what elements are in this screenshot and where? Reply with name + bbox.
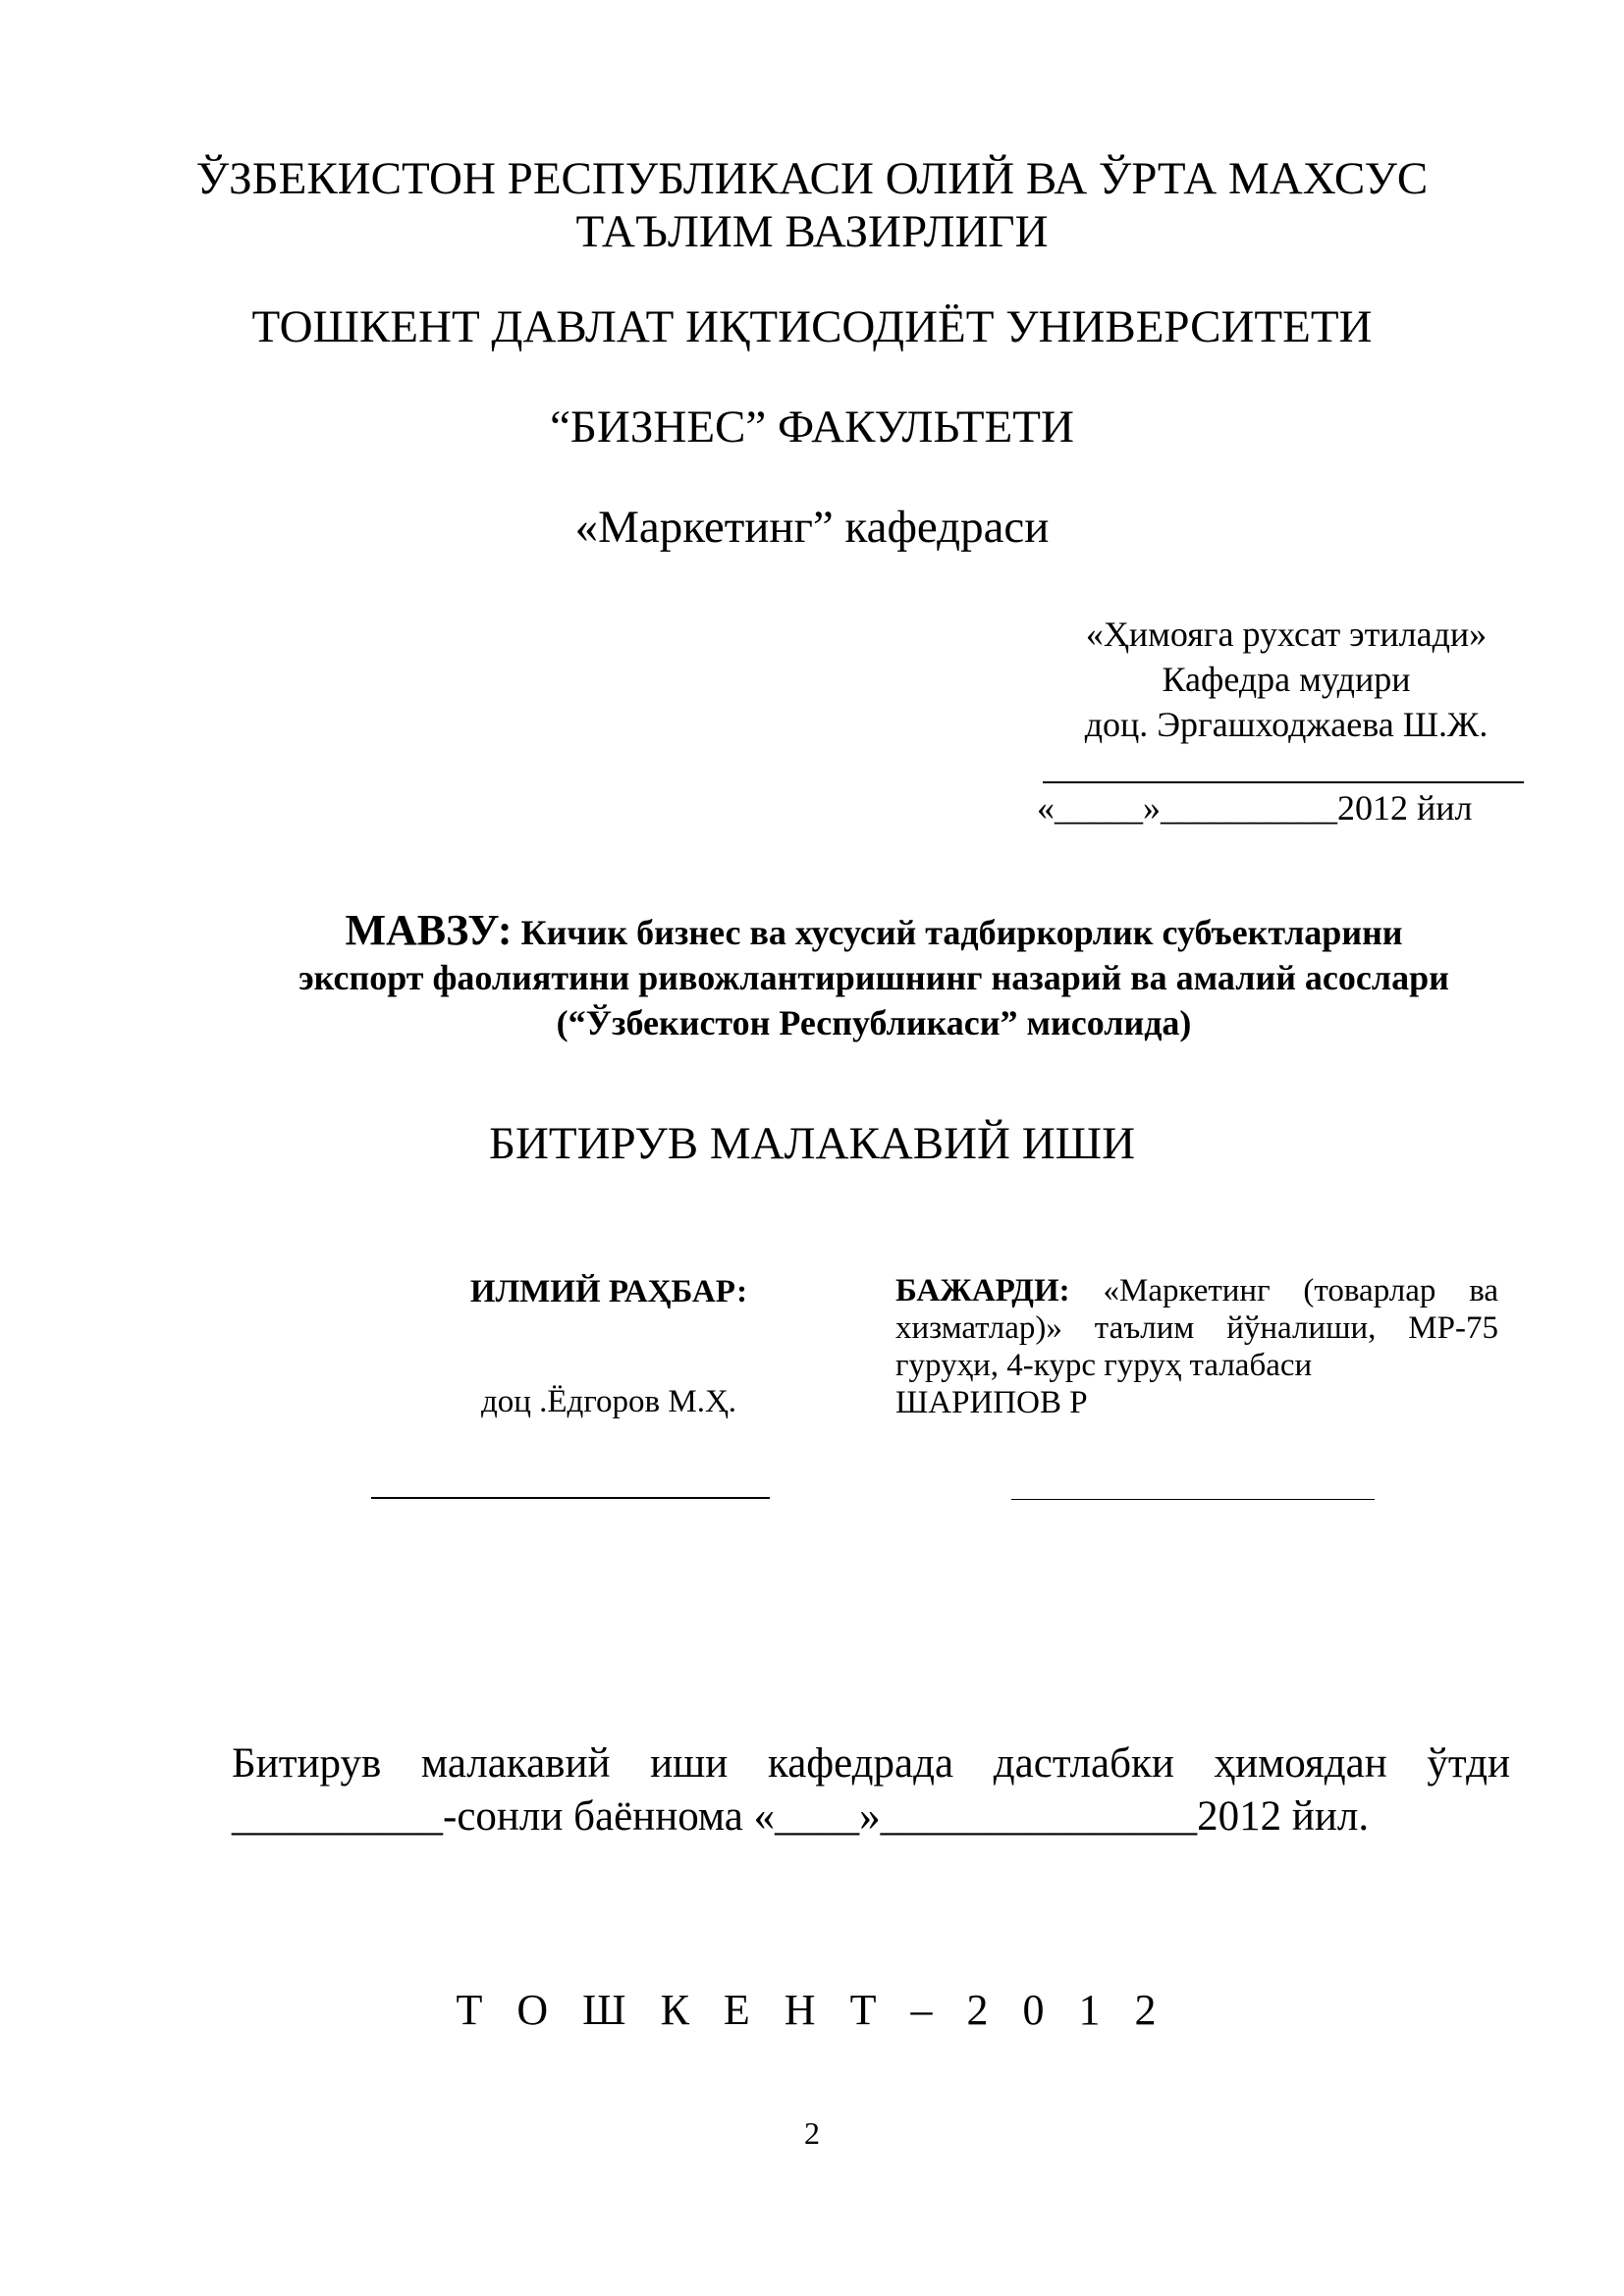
defense-line-2: __________-сонли баённома «____»_______________2012 йил. xyxy=(232,1793,1370,1840)
approval-name: доц. Эргашходжаева Ш.Ж. xyxy=(1084,705,1489,744)
preliminary-defense-note xyxy=(232,1737,1510,1843)
approval-block xyxy=(1011,612,1561,747)
faculty-name: “БИЗНЕС” ФАКУЛЬТЕТИ xyxy=(550,401,1074,453)
author-name: ШАРИПОВ Р xyxy=(895,1385,1088,1420)
ministry-line-1: ЎЗБЕКИСТОН РЕСПУБЛИКАСИ ОЛИЙ ВА ЎРТА МАХСУС xyxy=(195,153,1429,204)
topic-lead: МАВЗУ: xyxy=(345,906,513,954)
approval-date-line: «_____»__________2012 йил xyxy=(1037,788,1473,828)
supervisor-signature-line xyxy=(371,1497,770,1499)
topic-line-2: экспорт фаолиятини ривожлантиришнинг назарий ва амалий асослари xyxy=(298,958,1449,997)
ministry-heading xyxy=(0,152,1624,258)
defense-line-1: Битирув малакавий иши кафедрада дастлабки ҳимоядан ўтди xyxy=(232,1740,1510,1787)
department-name: «Маркетинг” кафедраси xyxy=(574,502,1050,553)
supervisor-label xyxy=(393,1272,825,1311)
approval-permission: «Ҳимояга рухсат этилади» xyxy=(1085,614,1488,654)
topic-line-1: Кичик бизнес ва хусусий тадбиркорлик субъектларини xyxy=(520,913,1403,952)
ministry-line-2: ТАЪЛИМ ВАЗИРЛИГИ xyxy=(575,206,1049,257)
topic-line-3: (“Ўзбекистон Республикаси” мисолида) xyxy=(556,1003,1192,1042)
author-block xyxy=(895,1272,1498,1384)
topic-block xyxy=(236,908,1512,1045)
page-number: 2 xyxy=(804,2115,820,2151)
approval-role: Кафедра мудири xyxy=(1162,660,1411,699)
supervisor-name: доц .Ёдгоров М.Ҳ. xyxy=(480,1384,737,1419)
supervisor-label-text: ИЛМИЙ РАҲБАР: xyxy=(469,1274,748,1309)
author-signature-line xyxy=(1011,1499,1375,1500)
author-description: «Маркетинг (товарлар ва хизматлар)» таълим йўналиши, МР-75 гуруҳи, 4-курс гуруҳ талабаси xyxy=(895,1273,1498,1383)
university-name: ТОШКЕНТ ДАВЛАТ ИҚТИСОДИЁТ УНИВЕРСИТЕТИ xyxy=(251,301,1373,352)
approval-signature-line xyxy=(1043,781,1524,783)
city-year: Т О Ш К Е Н Т – 2 0 1 2 xyxy=(456,1986,1168,2034)
thesis-title: БИТИРУВ МАЛАКАВИЙ ИШИ xyxy=(488,1118,1136,1169)
author-label: БАЖАРДИ: xyxy=(895,1273,1070,1308)
